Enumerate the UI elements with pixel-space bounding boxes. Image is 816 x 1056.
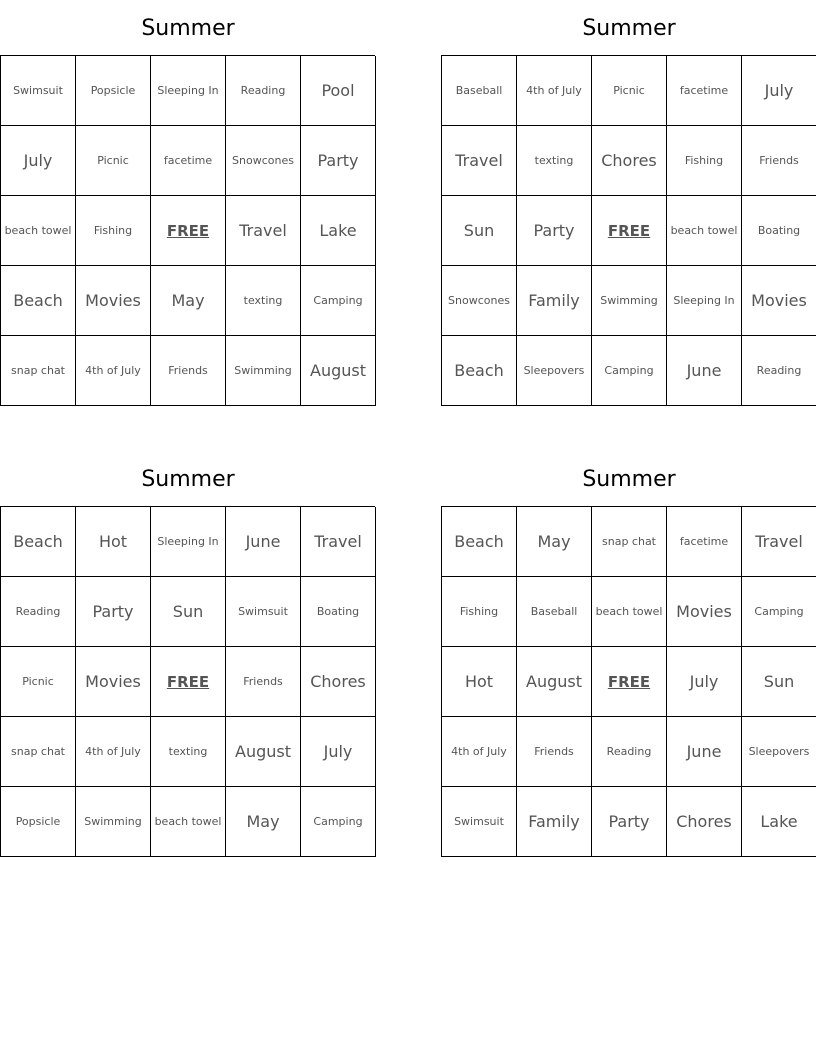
bingo-cell: Hot [442,647,517,717]
bingo-grid [441,55,816,406]
bingo-cell: Travel [301,507,376,577]
bingo-cell: Chores [592,126,667,196]
bingo-cell: Fishing [442,577,517,647]
bingo-cell: facetime [667,56,742,126]
bingo-cell: 4th of July [76,717,151,787]
bingo-cell: snap chat [592,507,667,577]
bingo-cell: Sleeping In [151,56,226,126]
bingo-cell: Party [301,126,376,196]
bingo-cell: Popsicle [76,56,151,126]
bingo-cell: Reading [1,577,76,647]
bingo-cell: 4th of July [442,717,517,787]
bingo-cell: Popsicle [1,787,76,857]
bingo-cell: Beach [1,507,76,577]
bingo-cell: Friends [151,336,226,406]
bingo-cell: Sun [151,577,226,647]
bingo-cell: August [226,717,301,787]
bingo-card-3 [0,463,376,831]
bingo-grid [0,55,375,406]
bingo-cell: Reading [592,717,667,787]
bingo-cell: Sun [742,647,816,717]
bingo-cell: Party [517,196,592,266]
bingo-cell: Swimming [226,336,301,406]
bingo-grid [441,506,816,857]
bingo-cell: Reading [742,336,816,406]
bingo-cell: Travel [742,507,816,577]
bingo-cell: Movies [667,577,742,647]
bingo-cell: 4th of July [517,56,592,126]
free-space: FREE [592,647,667,717]
bingo-cell: snap chat [1,717,76,787]
bingo-cell: Camping [742,577,816,647]
bingo-cell: June [667,717,742,787]
bingo-cell: texting [226,266,301,336]
bingo-cell: Beach [442,507,517,577]
bingo-cell: Movies [742,266,816,336]
bingo-cell: Beach [442,336,517,406]
bingo-cell: May [151,266,226,336]
bingo-cell: facetime [667,507,742,577]
bingo-cell: July [742,56,816,126]
bingo-cell: July [667,647,742,717]
bingo-cell: August [517,647,592,717]
bingo-cell: Camping [301,266,376,336]
bingo-cell: Swimsuit [226,577,301,647]
bingo-cell: Swimsuit [1,56,76,126]
card-title: Summer [582,16,676,41]
bingo-cell: facetime [151,126,226,196]
bingo-cell: August [301,336,376,406]
bingo-cell: Fishing [667,126,742,196]
free-space: FREE [151,196,226,266]
bingo-cell: 4th of July [76,336,151,406]
bingo-cell: Chores [301,647,376,717]
bingo-cell: Boating [742,196,816,266]
bingo-cell: Camping [592,336,667,406]
bingo-cell: beach towel [592,577,667,647]
bingo-cell: May [517,507,592,577]
bingo-cell: Friends [517,717,592,787]
bingo-cell: Beach [1,266,76,336]
bingo-cell: June [667,336,742,406]
bingo-cell: Baseball [442,56,517,126]
bingo-cell: Swimsuit [442,787,517,857]
bingo-cell: texting [517,126,592,196]
bingo-cell: Party [592,787,667,857]
bingo-card-1 [0,12,376,380]
bingo-card-4 [441,463,816,831]
card-title: Summer [141,467,235,492]
bingo-cell: Travel [226,196,301,266]
bingo-cell: beach towel [667,196,742,266]
bingo-cell: Hot [76,507,151,577]
bingo-cell: July [301,717,376,787]
bingo-cell: June [226,507,301,577]
free-space: FREE [151,647,226,717]
bingo-cell: Movies [76,647,151,717]
bingo-cell: Picnic [76,126,151,196]
bingo-card-2 [441,12,816,380]
bingo-cell: Baseball [517,577,592,647]
bingo-cell: Party [76,577,151,647]
bingo-cell: texting [151,717,226,787]
bingo-cell: Sleepovers [517,336,592,406]
bingo-cell: Boating [301,577,376,647]
bingo-cell: Pool [301,56,376,126]
bingo-cell: Fishing [76,196,151,266]
bingo-cell: Chores [667,787,742,857]
bingo-cell: Travel [442,126,517,196]
bingo-cell: Family [517,787,592,857]
bingo-cell: Snowcones [226,126,301,196]
bingo-cell: Family [517,266,592,336]
bingo-cell: Swimming [592,266,667,336]
bingo-cell: beach towel [151,787,226,857]
bingo-cell: Picnic [1,647,76,717]
card-title: Summer [582,467,676,492]
bingo-cell: July [1,126,76,196]
bingo-grid [0,506,375,857]
bingo-cell: Movies [76,266,151,336]
bingo-cell: Reading [226,56,301,126]
bingo-cell: Friends [226,647,301,717]
bingo-cell: Sun [442,196,517,266]
bingo-cell: Swimming [76,787,151,857]
bingo-cell: beach towel [1,196,76,266]
bingo-cell: Sleeping In [667,266,742,336]
bingo-cell: May [226,787,301,857]
card-title: Summer [141,16,235,41]
bingo-cell: Camping [301,787,376,857]
bingo-cell: Friends [742,126,816,196]
bingo-cell: Lake [301,196,376,266]
bingo-cell: snap chat [1,336,76,406]
bingo-cell: Lake [742,787,816,857]
bingo-cell: Sleepovers [742,717,816,787]
bingo-cell: Snowcones [442,266,517,336]
bingo-cell: Sleeping In [151,507,226,577]
free-space: FREE [592,196,667,266]
bingo-cell: Picnic [592,56,667,126]
